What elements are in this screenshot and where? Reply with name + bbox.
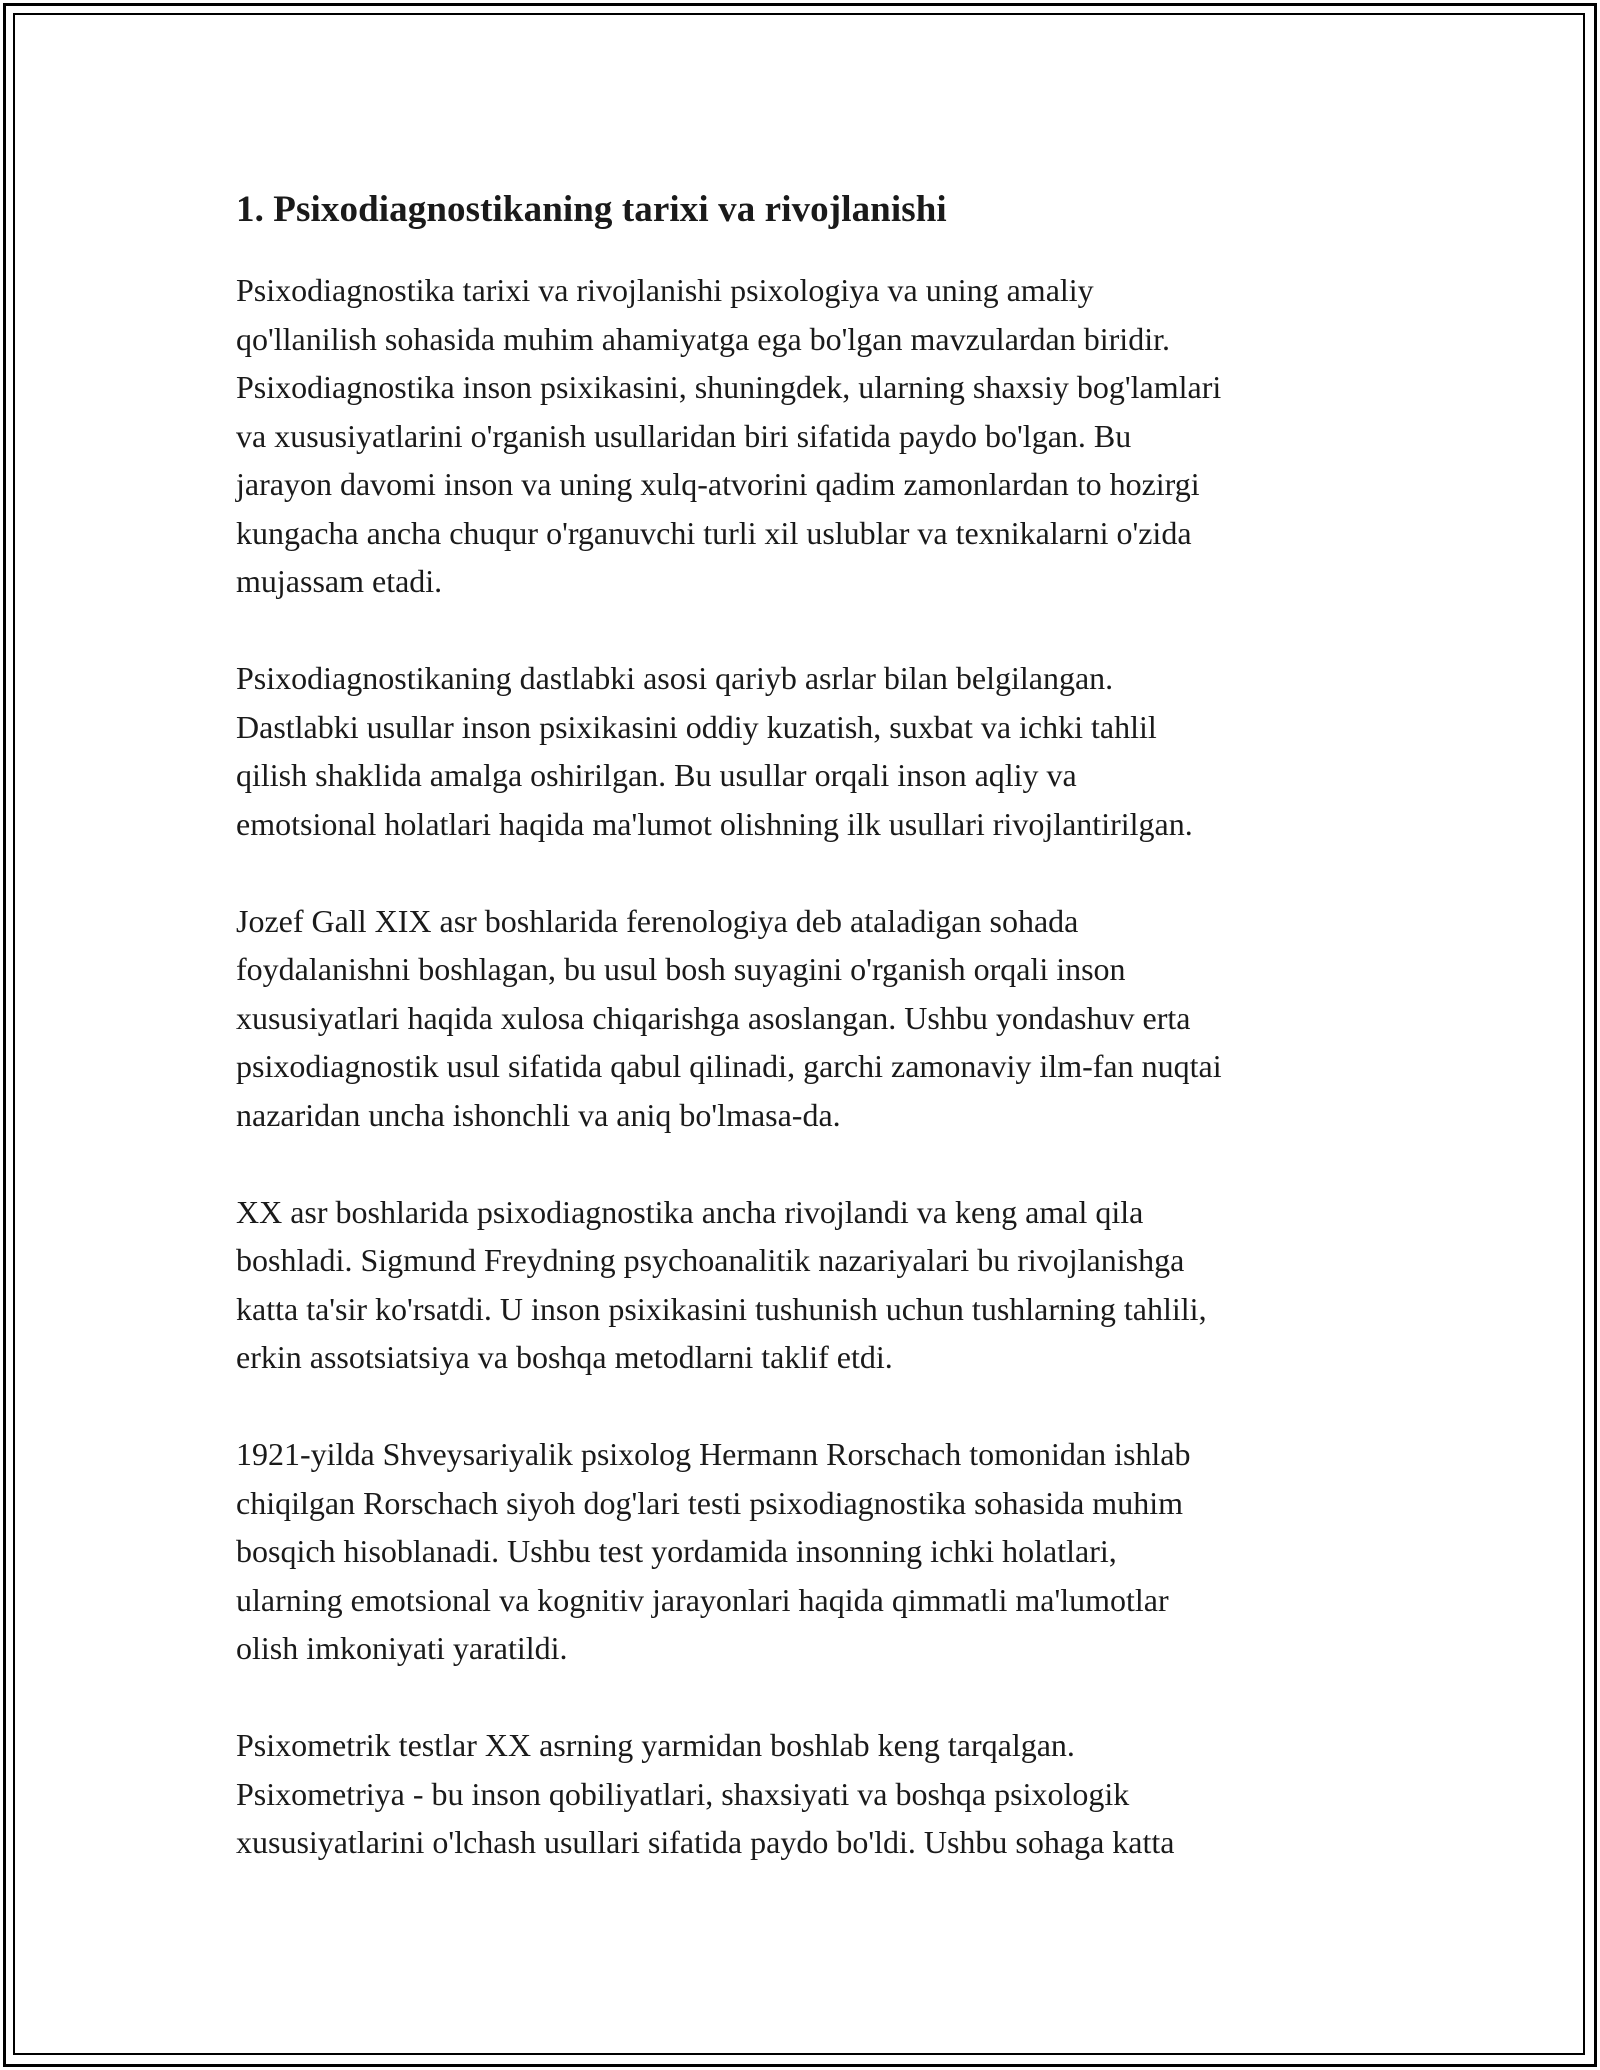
paragraph-phrenology: Jozef Gall XIX asr boshlarida ferenologiya deb ataladigan sohada foydalanishni boshlagan, bu usul bosh suyagini o'rganish orqali inson xususiyatlari haqida xulosa chiqarishga asoslangan. Ushbu yondashuv erta psixodiagnostik usul sifatida qabul qilinadi, garchi zamonaviy ilm-fan nuqtai nazaridan uncha ishonchli va aniq bo'lmasa-da. [236,902,1222,1133]
paragraph-psychometrics: Psixometrik testlar XX asrning yarmidan boshlab keng tarqalgan. Psixometriya - bu inson qobiliyatlari, shaxsiyati va boshqa psixologik xususiyatlarini o'lchash usullari sifatida paydo bo'ldi. Ushbu sohaga katta [236,1727,1175,1861]
paragraph-intro: Psixodiagnostika tarixi va rivojlanishi psixologiya va uning amaliy qo'llanilish sohasida muhim ahamiyatga ega bo'lgan mavzulardan biridir. Psixodiagnostika inson psixikasini, shuningdek, ularning shaxsiy bog'lamlari va xususiyatlarini o'rganish usullaridan biri sifatida paydo bo'lgan. Bu jarayon davomi inson va uning xulq-atvorini qadim zamonlardan to hozirgi kungacha ancha chuqur o'rganuvchi turli xil uslublar va texnikalarni o'zida mujassam etadi. [236,272,1222,600]
paragraph-freud: XX asr boshlarida psixodiagnostika ancha rivojlandi va keng amal qila boshladi. Sigmund Freydning psychoanalitik nazariyalari bu rivojlanishga katta ta'sir ko'rsatdi. U inson psixikasini tushunish uchun tushlarning tahlili, erkin assotsiatsiya va boshqa metodlarni taklif etdi. [236,1193,1207,1376]
document-body [236,186,1396,1915]
section-heading: 1. Psixodiagnostikaning tarixi va rivojlanishi [236,189,947,230]
paragraph-rorschach: 1921-yilda Shveysariyalik psixolog Hermann Rorschach tomonidan ishlab chiqilgan Rorschach siyoh dog'lari testi psixodiagnostika sohasida muhim bosqich hisoblanadi. Ushbu test yordamida insonning ichki holatlari, ularning emotsional va kognitiv jarayonlari haqida qimmatli ma'lumotlar olish imkoniyati yaratildi. [236,1436,1191,1667]
paragraph-early-methods: Psixodiagnostikaning dastlabki asosi qariyb asrlar bilan belgilangan. Dastlabki usullar inson psixikasini oddiy kuzatish, suxbat va ichki tahlil qilish shaklida amalga oshirilgan. Bu usullar orqali inson aqliy va emotsional holatlari haqida ma'lumot olishning ilk usullari rivojlantirilgan. [236,660,1193,842]
